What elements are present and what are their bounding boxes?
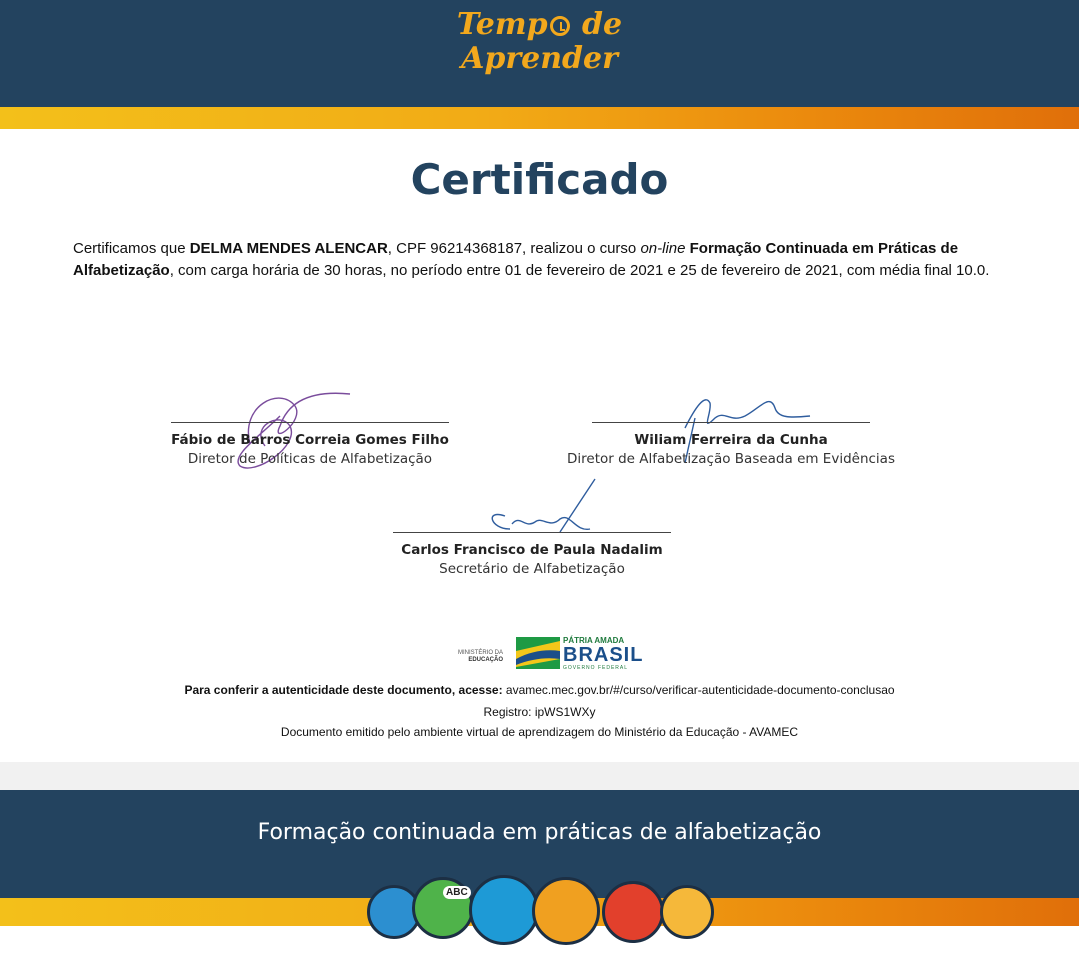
brazil-flag-icon [516, 637, 560, 669]
signatory-name: Fábio de Barros Correia Gomes Filho [171, 432, 449, 448]
certificate-statement: Certificamos que DELMA MENDES ALENCAR, CPF 96214368187, realizou o curso on-line Formação Continuada em Práticas de Alfabetização, com carga horária de 30 horas, no período entre 01 de fevereiro de 2021 e 25 de fevereiro de 2021, com média final 10.0. [73, 240, 990, 279]
ministerio-educacao-logo: MINISTÉRIO DA EDUCAÇÃO [457, 650, 503, 663]
header-stripe [0, 107, 1079, 129]
patria-amada-brasil-logo: PÁTRIA AMADA BRASIL GOVERNO FEDERAL [563, 636, 644, 671]
certificate-title: Certificado [410, 155, 669, 204]
signature-3-scribble [480, 474, 610, 538]
signatory-3 [392, 532, 672, 579]
recipient-name: DELMA MENDES ALENCAR [189, 240, 388, 257]
certificate-back-page [0, 790, 1079, 962]
verification-line: Para conferir a autenticidade deste documento, acesse: avamec.mec.gov.br/#/curso/verificar-autenticidade-documento-conclusao [184, 683, 895, 697]
registration-code: Registro: ipWS1WXy [483, 705, 596, 719]
abc-child-illustration: ABC [412, 877, 474, 939]
pencil-illustration [660, 885, 714, 939]
verification-url[interactable]: avamec.mec.gov.br/#/curso/verificar-autenticidade-documento-conclusao [502, 683, 895, 697]
signatory-role: Diretor de Políticas de Alfabetização [187, 451, 433, 467]
signatory-role: Secretário de Alfabetização [439, 561, 625, 577]
signatory-name: Wiliam Ferreira da Cunha [634, 432, 828, 448]
signatory-1 [170, 422, 450, 469]
course-name: Formação Continuada em Práticas de Alfabetização [73, 240, 959, 279]
girl-reading-illustration [602, 881, 664, 943]
signatory-role: Diretor de Alfabetização Baseada em Evidências [566, 451, 895, 467]
signature-line [393, 532, 671, 533]
illustration-circles [367, 875, 717, 947]
header-bar [0, 0, 1079, 107]
clock-icon [550, 16, 570, 36]
book-child-illustration [469, 875, 539, 945]
signature-line [171, 422, 449, 423]
issued-by-note: Documento emitido pelo ambiente virtual de aprendizagem do Ministério da Educação - AVAMEC [280, 725, 799, 739]
course-banner-title: Formação continuada em práticas de alfabetização [257, 820, 822, 845]
writing-illustration [532, 877, 600, 945]
tempo-de-aprender-logo: Temp de Aprender [456, 7, 623, 76]
signatory-2 [558, 422, 904, 469]
signatory-name: Carlos Francisco de Paula Nadalim [401, 542, 663, 558]
signature-line [592, 422, 870, 423]
